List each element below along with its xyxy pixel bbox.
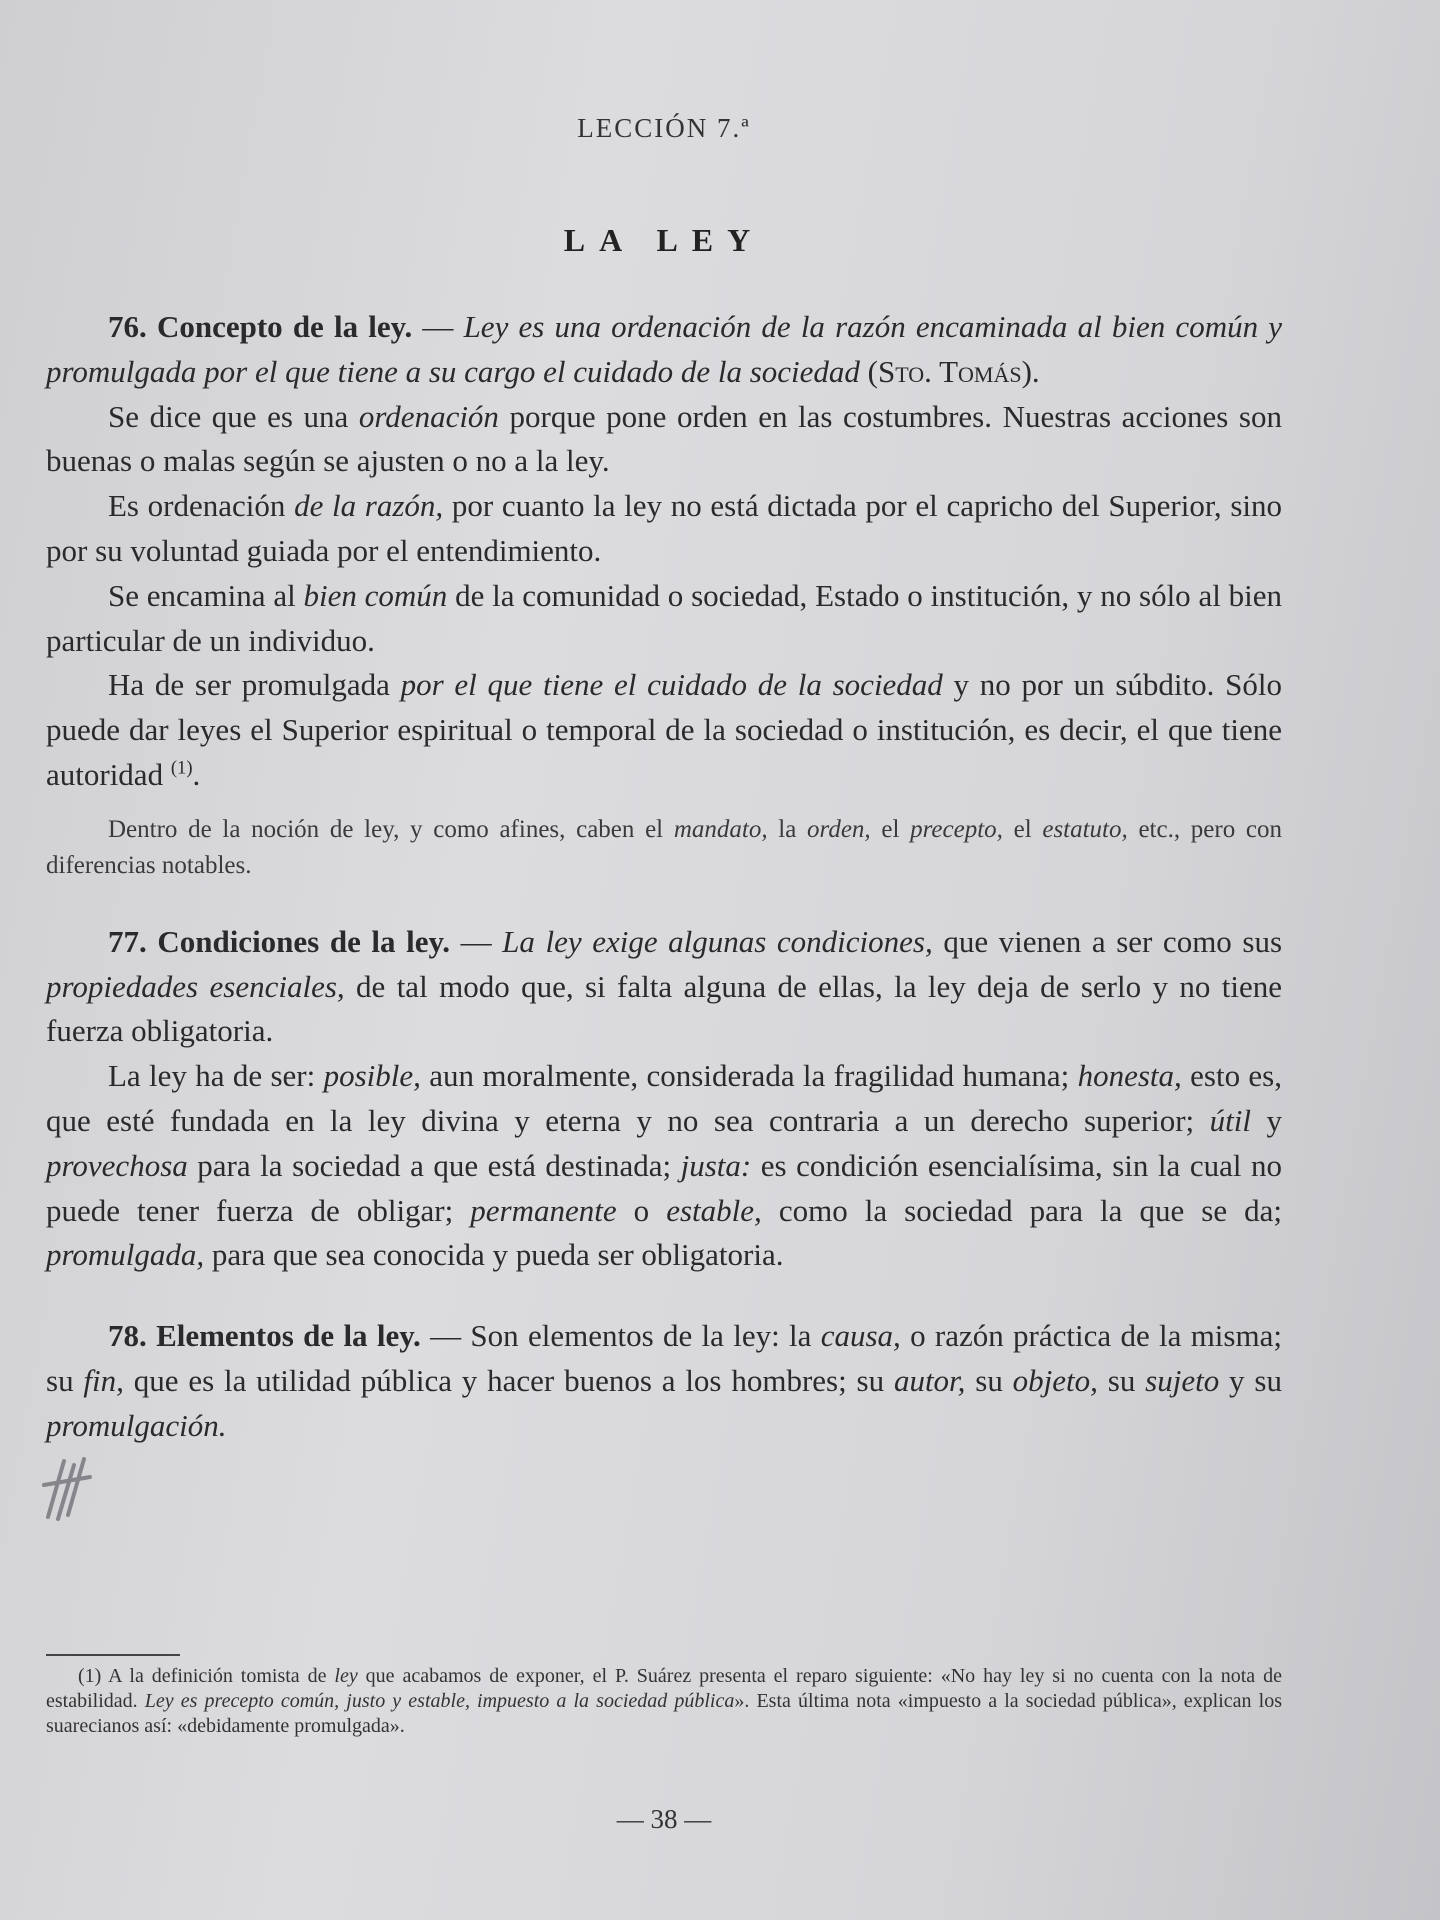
section-76: 76. Concepto de la ley. — Ley es una ordenación de la razón encaminada al bien común y promulgada por el que tiene a su cargo el cuidado de la sociedad (Sto. Tomás). [46,309,1283,389]
chapter-title: LA LEY [563,222,765,258]
paragraph: La ley ha de ser: posible, aun moralmente, considerada la fragilidad humana; honesta, esto es, que esté fundada en la ley divina y eterna y no sea contraria a un derecho superior; útil y provechosa para la sociedad a que está destinada; justa: es condición esencialísima, sin la cual no puede tener fuerza de obligar; permanente o estable, como la sociedad para la que se da; promulgada, para que sea conocida y pueda ser obligatoria. [46,1058,1283,1273]
paragraph: Se encamina al bien común de la comunidad o sociedad, Estado o institución, y no sólo al bien particular de un individuo. [46,577,1282,658]
lesson-number: LECCIÓN 7.ª [577,113,751,143]
page-body [46,305,1282,1449]
law-definition: Ley es una ordenación de la razón encaminada al bien común y promulgada por el que tiene a su cargo el cuidado de la sociedad [46,309,1283,389]
page-number: — 38 — [616,1804,712,1834]
citation: Sto. Tomás [877,353,1022,389]
paragraph: Es ordenación de la razón, por cuanto la ley no está dictada por el capricho del Superior, sino por su voluntad guiada por el entendimiento. [46,488,1283,568]
footnote: (1) A la definición tomista de ley que acabamos de exponer, el P. Suárez presenta el reparo siguiente: «No hay ley si no cuenta con la nota de estabilidad. Ley es precepto común, justo y estable, impuesto a la sociedad pública». Esta última nota «impuesto a la sociedad pública», explican los suarecianos así: «debidamente promulgada». [46,1665,1283,1737]
footnote-divider [46,1654,180,1656]
section-heading: Condiciones de la ley. [157,923,451,959]
small-note: Dentro de la noción de ley, y como afines, caben el mandato, la orden, el precepto, el estatuto, etc., pero con diferencias notables. [46,815,1283,879]
section-heading: Concepto de la ley. [156,309,413,344]
paragraph: Ha de ser promulgada por el que tiene el cuidado de la sociedad y no por un súbdito. Sólo puede dar leyes el Superior espiritual o temporal de la sociedad o institución, es decir, el que tiene autoridad $^{(1)}$. [46,667,1282,792]
pencil-mark-icon [40,1455,96,1525]
footnote-reference[interactable]: (1) [170,757,193,779]
footnote-number: (1) [78,1665,102,1687]
section-77: 77. Condiciones de la ley. — La ley exige algunas condiciones, que vienen a ser como sus propiedades esenciales, de tal modo que, si falta alguna de ellas, la ley deja de serlo y no tiene fuerza obligatoria. [46,923,1283,1049]
paragraph: Se dice que es una ordenación porque pone orden en las costumbres. Nuestras acciones son buenas o malas según se ajusten o no a la ley. [46,398,1282,479]
section-heading: Elementos de la ley. [156,1318,421,1354]
section-78: 78. Elementos de la ley. — Son elementos de la ley: la causa, o razón práctica de la misma; su fin, que es la utilidad pública y hacer buenos a los hombres; su autor, su objeto, su sujeto y su promulgación. [46,1318,1282,1443]
